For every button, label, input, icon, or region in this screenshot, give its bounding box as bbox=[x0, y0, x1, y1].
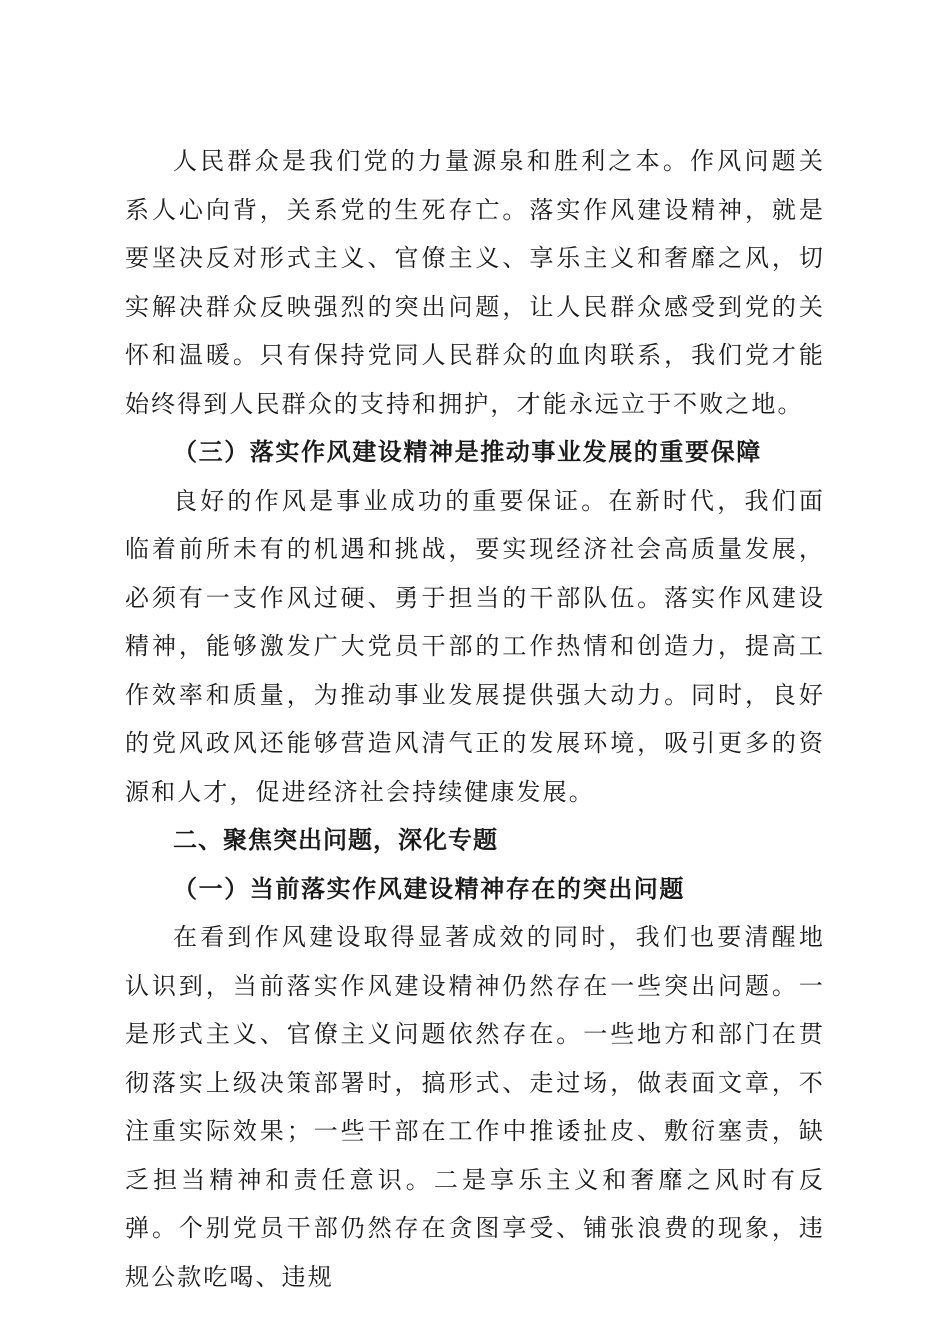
document-body bbox=[125, 137, 825, 1301]
subheading-problems: （一）当前落实作风建设精神存在的突出问题 bbox=[173, 873, 685, 903]
section-heading-two: 二、聚焦突出问题，深化专题 bbox=[173, 826, 498, 854]
paragraph-good-style: 良好的作风是事业成功的重要保证。在新时代，我们面临着前所未有的机遇和挑战，要实现经济社会高质量发展，必须有一支作风过硬、勇于担当的干部队伍。落实作风建设精神，能够激发广大党员干部的工作热情和创造力，提高工作效率和质量，为推动事业发展提供强大动力。同时，良好的党风政风还能够营造风清气正的发展环境，吸引更多的资源和人才，促进经济社会持续健康发展。 bbox=[125, 486, 825, 806]
subheading-guarantee: （三）落实作风建设精神是推动事业发展的重要保障 bbox=[173, 437, 762, 466]
paragraph-people-masses: 人民群众是我们党的力量源泉和胜利之本。作风问题关系人心向背，关系党的生死存亡。落实作风建设精神，就是要坚决反对形式主义、官僚主义、享乐主义和奢靡之风，切实解决群众反映强烈的突出问题，让人民群众感受到党的关怀和温暖。只有保持党同人民群众的血肉联系，我们党才能始终得到人民群众的支持和拥护，才能永远立于不败之地。 bbox=[125, 147, 825, 418]
paragraph-problems: 在看到作风建设取得显著成效的同时，我们也要清醒地认识到，当前落实作风建设精神仍然存在一些突出问题。一是形式主义、官僚主义问题依然存在。一些地方和部门在贯彻落实上级决策部署时，搞形式、走过场，做表面文章，不注重实际效果；一些干部在工作中推诿扯皮、敷衍塞责，缺乏担当精神和责任意识。二是享乐主义和奢靡之风时有反弹。个别党员干部仍然存在贪图享受、铺张浪费的现象，违规公款吃喝、违规 bbox=[125, 923, 825, 1291]
